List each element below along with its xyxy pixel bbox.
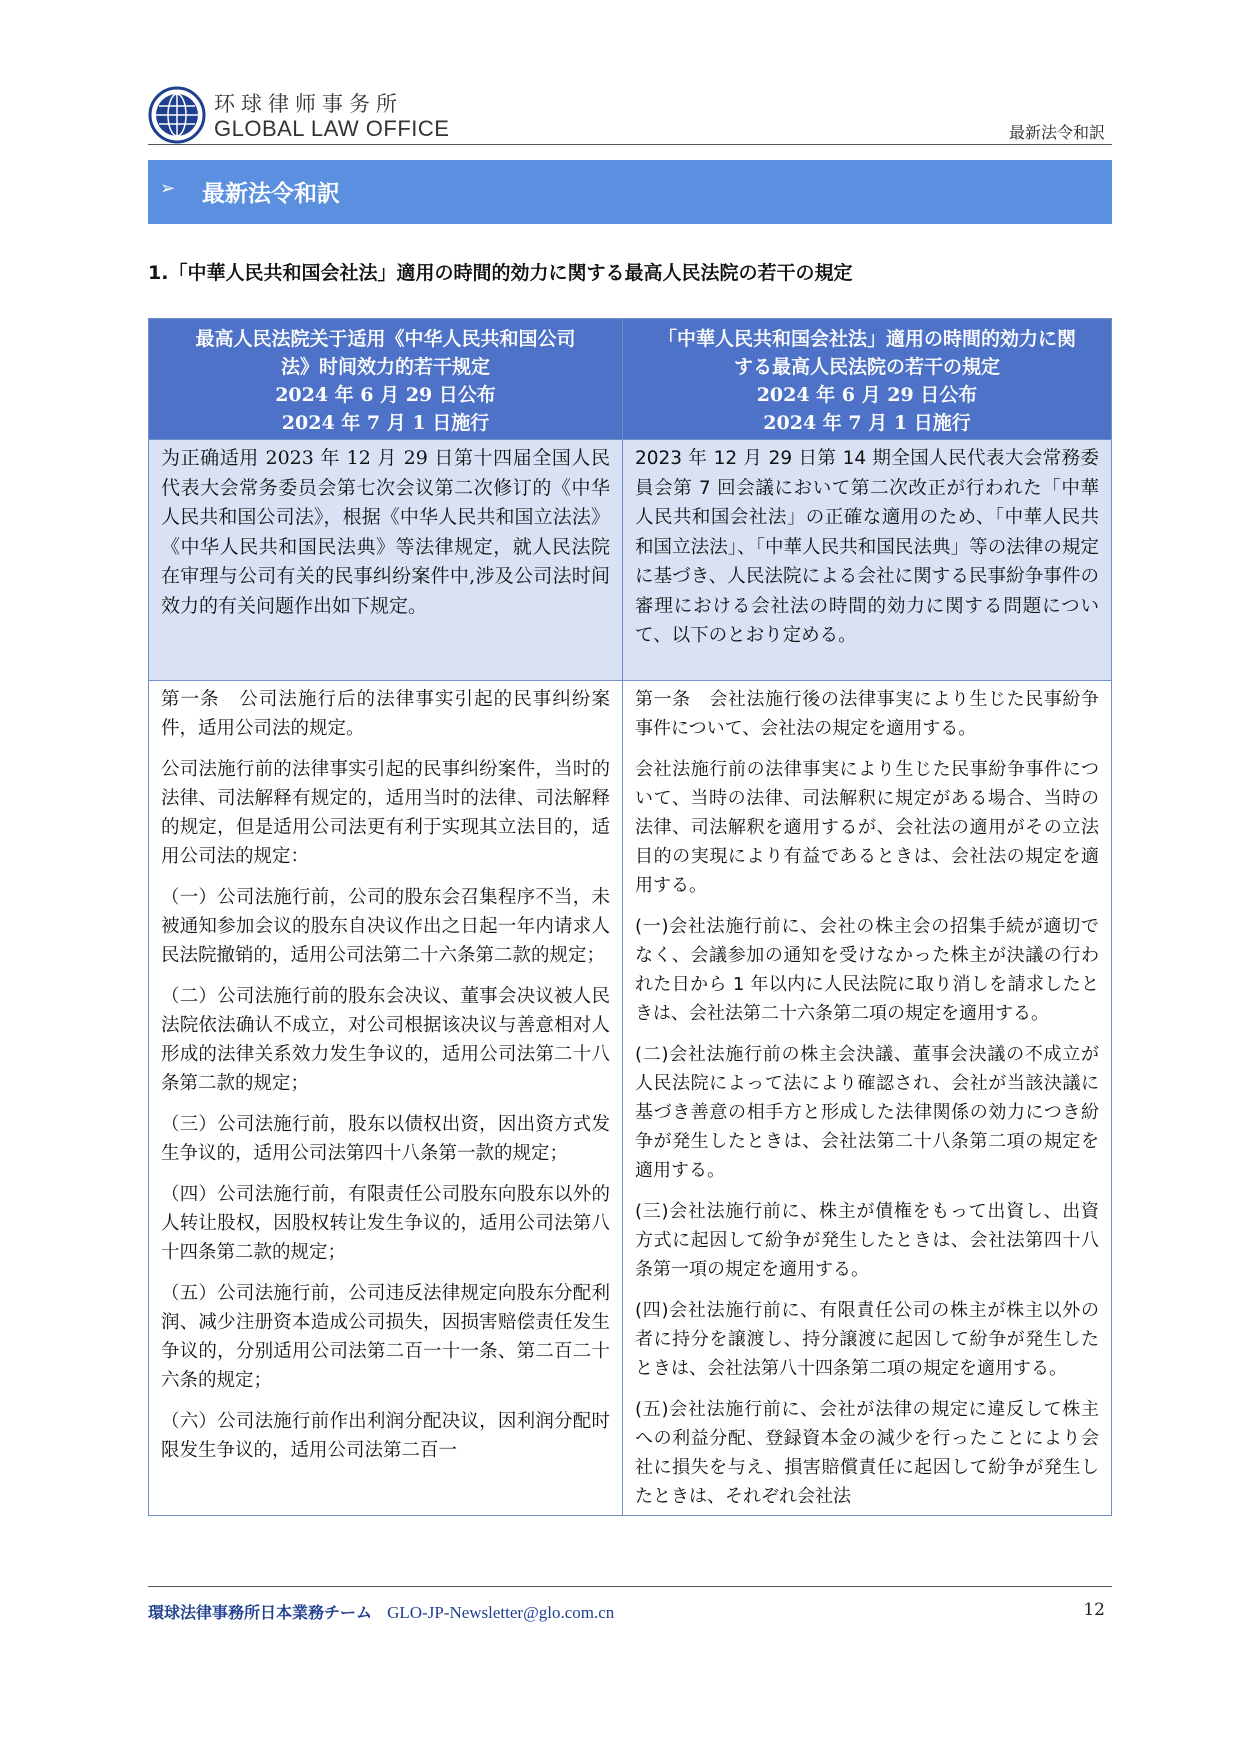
cn-paragraph: 第一条 公司法施行后的法律事实引起的民事纠纷案件，适用公司法的规定。 [161, 689, 610, 739]
article-heading: 1.「中華人民共和国会社法」適用の時間的効力に関する最高人民法院の若干の規定 [148, 262, 853, 284]
chinese-column-header [149, 319, 623, 440]
articles-row [149, 681, 1112, 1516]
cn-head-line: 法》时间效力的若干规定 [280, 356, 490, 378]
preamble-row [149, 440, 1112, 681]
footer-team-name: 環球法律事務所日本業務チーム [148, 1603, 373, 1622]
cn-head-date: 2024 年 7 月 1 日施行 [281, 412, 490, 434]
globe-icon [148, 86, 206, 144]
firm-logo [148, 86, 1048, 146]
ja-head-line: する最高人民法院の若干の規定 [733, 356, 1000, 378]
cn-paragraph: （六）公司法施行前作出利润分配决议，因利润分配时限发生争议的，适用公司法第二百一 [161, 1411, 610, 1461]
cn-paragraph: （五）公司法施行前，公司违反法律规定向股东分配利润、减少注册资本造成公司损失，因损害赔偿责任发生争议的，分别适用公司法第二百一十一条、第二百二十六条的规定； [161, 1283, 610, 1391]
ja-paragraph: (三)会社法施行前に、株主が債権をもって出資し、出資方式に起因して紛争が発生したときは、会社法第四十八条第一項の規定を適用する。 [635, 1201, 1099, 1280]
ja-paragraph: (五)会社法施行前に、会社が法律の規定に違反して株主への利益分配、登録資本金の減少を行ったことにより会社に損失を与え、損害賠償責任に起因して紛争が発生したときは、それぞれ会社法 [635, 1399, 1099, 1507]
logo-chinese-name: 环球律师事务所 [214, 92, 403, 116]
ja-head-line: 「中華人民共和国会社法」適用の時間的効力に関 [657, 328, 1076, 350]
japanese-articles [623, 681, 1112, 1516]
chinese-articles [149, 681, 623, 1516]
cn-paragraph: （四）公司法施行前，有限责任公司股东向股东以外的人转让股权，因股权转让发生争议的，适用公司法第八十四条第二款的规定； [161, 1184, 610, 1263]
arrow-bullet-icon: ➢ [160, 178, 176, 199]
ja-paragraph: 会社法施行前の法律事実により生じた民事紛争事件について、当時の法律、司法解釈に規定がある場合、当時の法律、司法解釈を適用するが、会社法の適用がその立法目的の実現により有益であるときは、会社法の規定を適用する。 [635, 759, 1099, 896]
ja-head-date: 2024 年 6 月 29 日公布 [756, 384, 978, 406]
ja-paragraph: 第一条 会社法施行後の法律事実により生じた民事紛争事件について、会社法の規定を適用する。 [635, 689, 1099, 739]
cn-paragraph: （一）公司法施行前，公司的股东会召集程序不当，未被通知参加会议的股东自决议作出之日起一年内请求人民法院撤销的，适用公司法第二十六条第二款的规定； [161, 887, 610, 966]
ja-paragraph: (四)会社法施行前に、有限責任公司の株主が株主以外の者に持分を譲渡し、持分譲渡に起因して紛争が発生したときは、会社法第八十四条第二項の規定を適用する。 [635, 1300, 1099, 1379]
table-header-row [149, 319, 1112, 440]
cn-head-date: 2024 年 6 月 29 日公布 [275, 384, 496, 406]
bilingual-law-table [148, 318, 1112, 1516]
cn-paragraph: （二）公司法施行前的股东会决议、董事会决议被人民法院依法确认不成立，对公司根据该决议与善意相对人形成的法律关系效力发生争议的，适用公司法第二十八条第二款的规定； [161, 986, 610, 1094]
japanese-preamble: 2023 年 12 月 29 日第 14 期全国人民代表大会常務委員会第 7 回会議において第二次改正が行われた「中華人民共和国会社法」の正確な適用のため、「中華人民共和国立法法」、「中華人民共和国民法典」等の法律の規定に基づき、人民法院による会社に関する民事紛争事件の審理における会社法の時間的効力に関する問題について、以下のとおり定める。 [623, 440, 1112, 681]
header-section-title: 最新法令和訳 [1008, 123, 1105, 142]
ja-paragraph: (一)会社法施行前に、会社の株主会の招集手続が適切でなく、会議参加の通知を受けなかった株主が決議の行われた日から 1 年以内に人民法院に取り消しを請求したときは、会社法第二十六条第二項の規定を適用する。 [635, 916, 1099, 1024]
cn-paragraph: （三）公司法施行前，股东以债权出资，因出资方式发生争议的，适用公司法第四十八条第一款的规定； [161, 1114, 610, 1164]
cn-head-line: 最高人民法院关于适用《中华人民共和国公司 [195, 328, 576, 350]
japanese-column-header [623, 319, 1112, 440]
cn-paragraph: 公司法施行前的法律事实引起的民事纠纷案件，当时的法律、司法解释有规定的，适用当时的法律、司法解释的规定，但是适用公司法更有利于实现其立法目的，适用公司法的规定： [161, 759, 610, 867]
header-divider [148, 144, 1112, 145]
section-banner [148, 160, 1112, 224]
footer-email-link[interactable]: GLO-JP-Newsletter@glo.com.cn [387, 1603, 615, 1622]
banner-title: 最新法令和訳 [202, 181, 340, 207]
ja-paragraph: (二)会社法施行前の株主会決議、董事会決議の不成立が人民法院によって法により確認され、会社が当該決議に基づき善意の相手方と形成した法律関係の効力につき紛争が発生したときは、会社法第二十八条第二項の規定を適用する。 [635, 1044, 1099, 1181]
footer-contact [148, 1600, 614, 1623]
footer-divider [148, 1586, 1112, 1587]
page-number: 12 [1083, 1600, 1105, 1620]
logo-english-name: GLOBAL LAW OFFICE [214, 116, 450, 141]
chinese-preamble: 为正确适用 2023 年 12 月 29 日第十四届全国人民代表大会常务委员会第七次会议第二次修订的《中华人民共和国公司法》，根据《中华人民共和国立法法》《中华人民共和国民法典》等法律规定，就人民法院在审理与公司有关的民事纠纷案件中,涉及公司法时间效力的有关问题作出如下规定。 [149, 440, 623, 681]
ja-head-date: 2024 年 7 月 1 日施行 [763, 412, 971, 434]
